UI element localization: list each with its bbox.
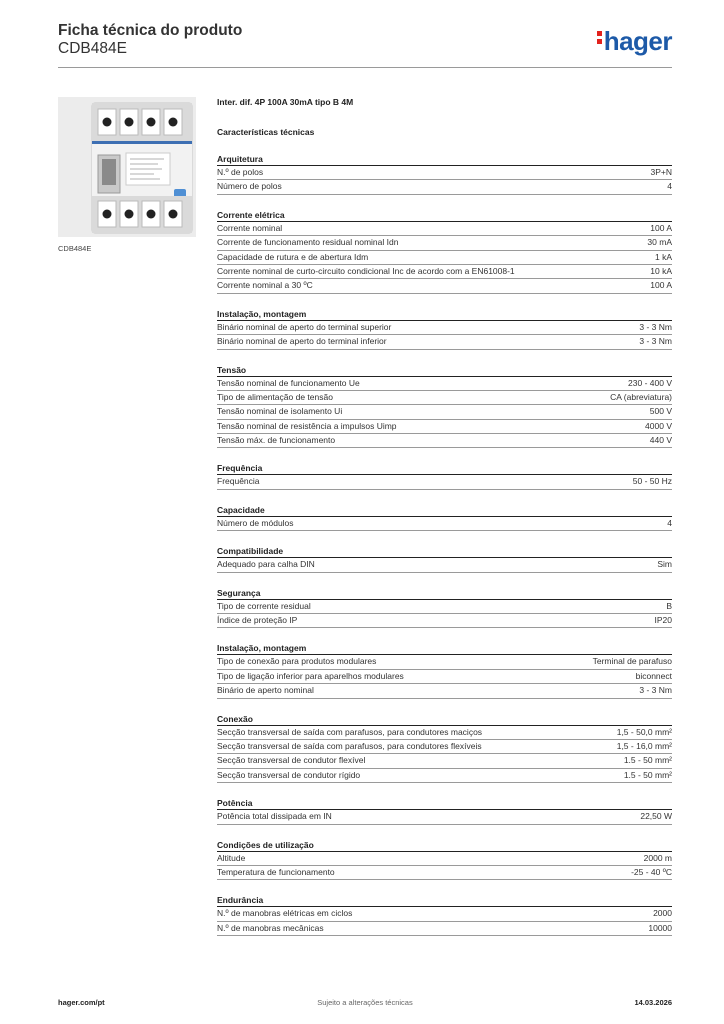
spec-value: B (666, 600, 672, 611)
spec-label: Altitude (217, 852, 246, 863)
spec-label: Capacidade de rutura e de abertura Idm (217, 251, 369, 262)
hager-logo (597, 26, 672, 56)
section-title: Potência (217, 797, 672, 810)
spec-row (217, 475, 672, 489)
spec-label: Tensão nominal de isolamento Ui (217, 406, 343, 417)
spec-label: Tipo de conexão para produtos modulares (217, 656, 377, 667)
spec-label: Tipo de ligação inferior para aparelhos modulares (217, 670, 404, 681)
spec-row (217, 614, 672, 628)
spec-value: 100 A (650, 222, 672, 233)
spec-label: Secção transversal de condutor flexível (217, 755, 366, 766)
spec-heading: Características técnicas (217, 127, 315, 137)
spec-section (217, 504, 672, 531)
spec-section (217, 364, 672, 449)
spec-row (217, 810, 672, 824)
spec-value: 30 mA (647, 237, 672, 248)
spec-row (217, 251, 672, 265)
spec-value: 2000 m (643, 852, 672, 863)
section-title: Instalação, montagem (217, 308, 672, 321)
spec-row (217, 558, 672, 572)
footer-disclaimer: Sujeito a alterações técnicas (317, 998, 413, 1007)
section-title: Frequência (217, 462, 672, 475)
spec-value: 3 - 3 Nm (639, 321, 672, 332)
spec-value: 3P+N (650, 167, 672, 177)
spec-value: 50 - 50 Hz (632, 476, 672, 487)
spec-value: 4 (667, 181, 672, 192)
spec-section (217, 462, 672, 489)
spec-section (217, 839, 672, 881)
spec-row (217, 852, 672, 866)
spec-label: Índice de proteção IP (217, 615, 298, 626)
spec-label: Corrente nominal de curto-circuito condicional Inc de acordo com a EN61008-1 (217, 265, 515, 276)
spec-value: 4 (667, 517, 672, 528)
section-title: Instalação, montagem (217, 642, 672, 655)
spec-section (217, 308, 672, 350)
page-footer (58, 998, 672, 1010)
logo-dots-icon (597, 28, 602, 47)
spec-row (217, 180, 672, 194)
spec-row (217, 420, 672, 434)
spec-label: Temperatura de funcionamento (217, 866, 335, 877)
spec-label: Secção transversal de saída com parafusos, para condutores maciços (217, 726, 483, 737)
spec-row (217, 236, 672, 250)
spec-value: 100 A (650, 280, 672, 291)
section-title: Condições de utilização (217, 839, 672, 852)
footer-date: 14.03.2026 (634, 998, 672, 1007)
footer-website-link[interactable]: hager.com/pt (58, 998, 105, 1007)
spec-value: 3 - 3 Nm (639, 685, 672, 696)
spec-section (217, 642, 672, 698)
spec-section (217, 587, 672, 629)
spec-label: Secção transversal de condutor rígido (217, 769, 361, 780)
spec-value: -25 - 40 ºC (631, 866, 672, 877)
spec-label: Secção transversal de saída com parafusos, para condutores flexíveis (217, 740, 482, 751)
spec-row (217, 922, 672, 936)
spec-value: 1.5 - 50 mm² (623, 755, 672, 766)
spec-label: Tipo de corrente residual (217, 600, 311, 611)
spec-row (217, 740, 672, 754)
spec-value: 10000 (648, 922, 672, 933)
spec-row (217, 754, 672, 768)
spec-row (217, 907, 672, 921)
section-title: Segurança (217, 587, 672, 600)
spec-value: 230 - 400 V (628, 377, 672, 388)
spec-label: Corrente de funcionamento residual nominal Idn (217, 237, 399, 248)
spec-value: 2000 (653, 908, 672, 919)
spec-value: 4000 V (645, 420, 672, 431)
spec-row (217, 684, 672, 698)
spec-value: 1,5 - 16,0 mm² (616, 740, 672, 751)
document-title: Ficha técnica do produto (58, 22, 243, 39)
spec-row (217, 222, 672, 236)
spec-row (217, 517, 672, 531)
spec-label: Adequado para calha DIN (217, 559, 315, 570)
spec-value: 22,50 W (640, 811, 672, 822)
section-title: Conexão (217, 713, 672, 726)
spec-label: N.º de manobras elétricas em ciclos (217, 908, 353, 919)
spec-label: Tensão máx. de funcionamento (217, 435, 336, 446)
spec-value: IP20 (654, 615, 672, 626)
spec-value: 1,5 - 50,0 mm² (616, 726, 672, 737)
spec-label: Potência total dissipada em IN (217, 811, 332, 822)
section-title: Compatibilidade (217, 545, 672, 558)
spec-row (217, 769, 672, 783)
image-caption: CDB484E (58, 244, 92, 253)
spec-label: Frequência (217, 476, 260, 487)
spec-row (217, 866, 672, 880)
spec-value: 500 V (649, 406, 672, 417)
product-code: CDB484E (58, 40, 127, 57)
section-title: Corrente elétrica (217, 209, 672, 222)
spec-row (217, 655, 672, 669)
spec-sections (217, 153, 672, 936)
spec-value: Terminal de parafuso (592, 656, 672, 667)
section-title: Tensão (217, 364, 672, 377)
section-title: Capacidade (217, 504, 672, 517)
spec-row (217, 321, 672, 335)
spec-row (217, 265, 672, 279)
spec-row (217, 434, 672, 448)
spec-section (217, 153, 672, 195)
spec-row (217, 391, 672, 405)
spec-label: Binário de aperto nominal (217, 685, 314, 696)
spec-row (217, 377, 672, 391)
spec-value: 440 V (649, 435, 672, 446)
spec-label: Corrente nominal a 30 ºC (217, 280, 313, 291)
spec-value: biconnect (635, 670, 672, 681)
spec-label: Binário nominal de aperto do terminal inferior (217, 336, 387, 347)
spec-row (217, 405, 672, 419)
spec-label: Número de polos (217, 181, 282, 192)
spec-section (217, 713, 672, 784)
spec-value: 1.5 - 50 mm² (623, 769, 672, 780)
spec-section (217, 797, 672, 824)
spec-label: Tensão nominal de resistência a impulsos Uimp (217, 420, 397, 431)
product-image (58, 97, 196, 237)
spec-label: Tipo de alimentação de tensão (217, 391, 333, 402)
spec-value: Sim (657, 559, 672, 570)
spec-label: Tensão nominal de funcionamento Ue (217, 377, 360, 388)
spec-section (217, 545, 672, 572)
section-title: Endurância (217, 894, 672, 907)
spec-label: Corrente nominal (217, 222, 283, 233)
spec-row (217, 335, 672, 349)
spec-value: CA (abreviatura) (610, 391, 672, 402)
spec-label: Binário nominal de aperto do terminal superior (217, 321, 392, 332)
logo-text: hager (603, 26, 672, 56)
spec-label: Número de módulos (217, 517, 294, 528)
spec-value: 1 kA (654, 251, 672, 262)
section-title: Arquitetura (217, 153, 672, 166)
spec-row (217, 166, 672, 180)
product-name: Inter. dif. 4P 100A 30mA tipo B 4M (217, 97, 354, 107)
residual-current-device-image (58, 97, 196, 237)
spec-row (217, 279, 672, 293)
spec-row (217, 670, 672, 684)
spec-sheet (217, 96, 672, 936)
spec-section (217, 894, 672, 936)
spec-value: 10 kA (650, 265, 672, 276)
spec-value: 3 - 3 Nm (639, 336, 672, 347)
spec-section (217, 209, 672, 294)
spec-row (217, 726, 672, 740)
spec-label: N.º de manobras mecânicas (217, 922, 324, 933)
spec-label: N.º de polos (217, 167, 264, 177)
spec-row (217, 600, 672, 614)
page-header (58, 22, 672, 68)
